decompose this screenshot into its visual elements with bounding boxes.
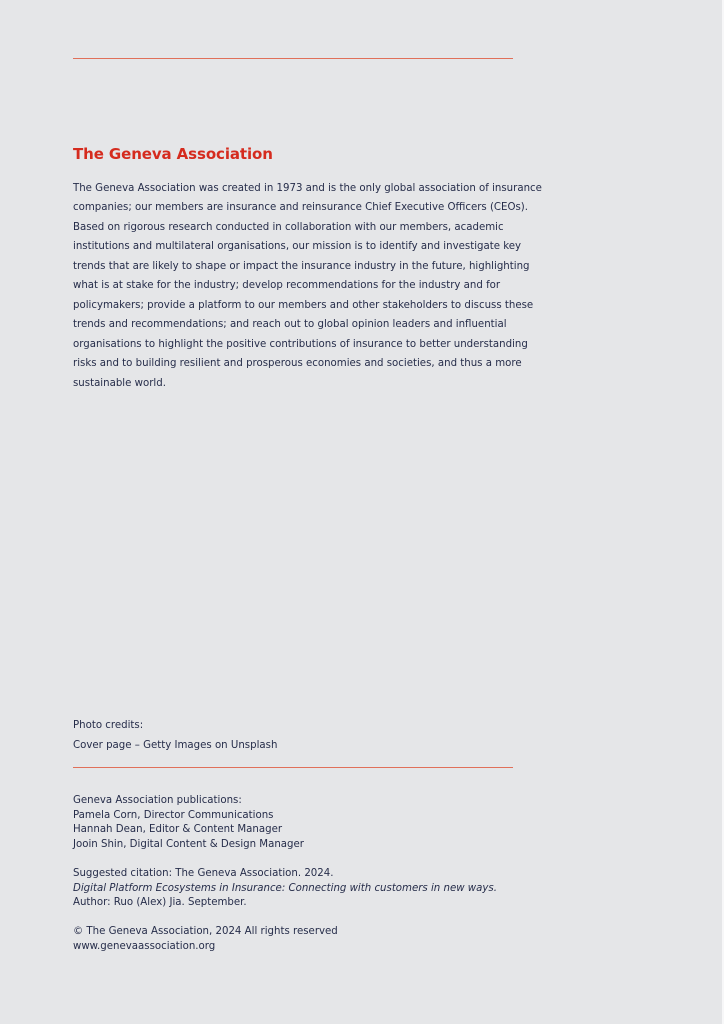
about-line: trends that are likely to shape or impact the insurance industry in the future, highlighting [73, 260, 530, 272]
about-paragraph [73, 179, 542, 393]
suggested-citation [73, 867, 497, 911]
about-line: sustainable world. [73, 377, 166, 389]
photo-credits [73, 716, 277, 755]
about-line: institutions and multilateral organisations, our mission is to identify and investigate key [73, 241, 522, 253]
about-line: organisations to highlight the positive contributions of insurance to better understanding [73, 338, 528, 350]
section-heading: The Geneva Association [73, 145, 273, 163]
photo-credits-label: Photo credits: [73, 720, 144, 731]
about-line: what is at stake for the industry; develop recommendations for the industry and for [73, 280, 501, 292]
about-line: policymakers; provide a platform to our members and other stakeholders to discuss these [73, 299, 534, 311]
about-line: The Geneva Association was created in 1973 and is the only global association of insurance [73, 183, 542, 194]
middle-divider [73, 767, 513, 768]
copyright-block [73, 925, 338, 954]
website-link[interactable]: www.genevaassociation.org [73, 940, 216, 952]
about-line: Based on rigorous research conducted in collaboration with our members, academic [73, 221, 504, 233]
citation-author: Author: Ruo (Alex) Jia. September. [73, 897, 247, 909]
staff-member: Hannah Dean, Editor & Content Manager [73, 824, 283, 836]
publications-staff [73, 794, 304, 852]
staff-member: Jooin Shin, Digital Content & Design Manager [73, 838, 304, 850]
citation-line: Suggested citation: The Geneva Association. 2024. [73, 868, 334, 879]
cover-credit: Cover page – Getty Images on Unsplash [73, 739, 278, 751]
citation-title: Digital Platform Ecosystems in Insurance: Connecting with customers in new ways. [73, 882, 497, 894]
copyright-notice: © The Geneva Association, 2024 All rights reserved [73, 926, 338, 937]
publications-label: Geneva Association publications: [73, 795, 242, 806]
top-divider [73, 58, 513, 59]
about-line: risks and to building resilient and prosperous economies and societies, and thus a more [73, 358, 522, 370]
about-line: trends and recommendations; and reach out to global opinion leaders and influential [73, 319, 507, 331]
staff-member: Pamela Corn, Director Communications [73, 809, 274, 821]
about-line: companies; our members are insurance and reinsurance Chief Executive Officers (CEOs). [73, 202, 529, 214]
